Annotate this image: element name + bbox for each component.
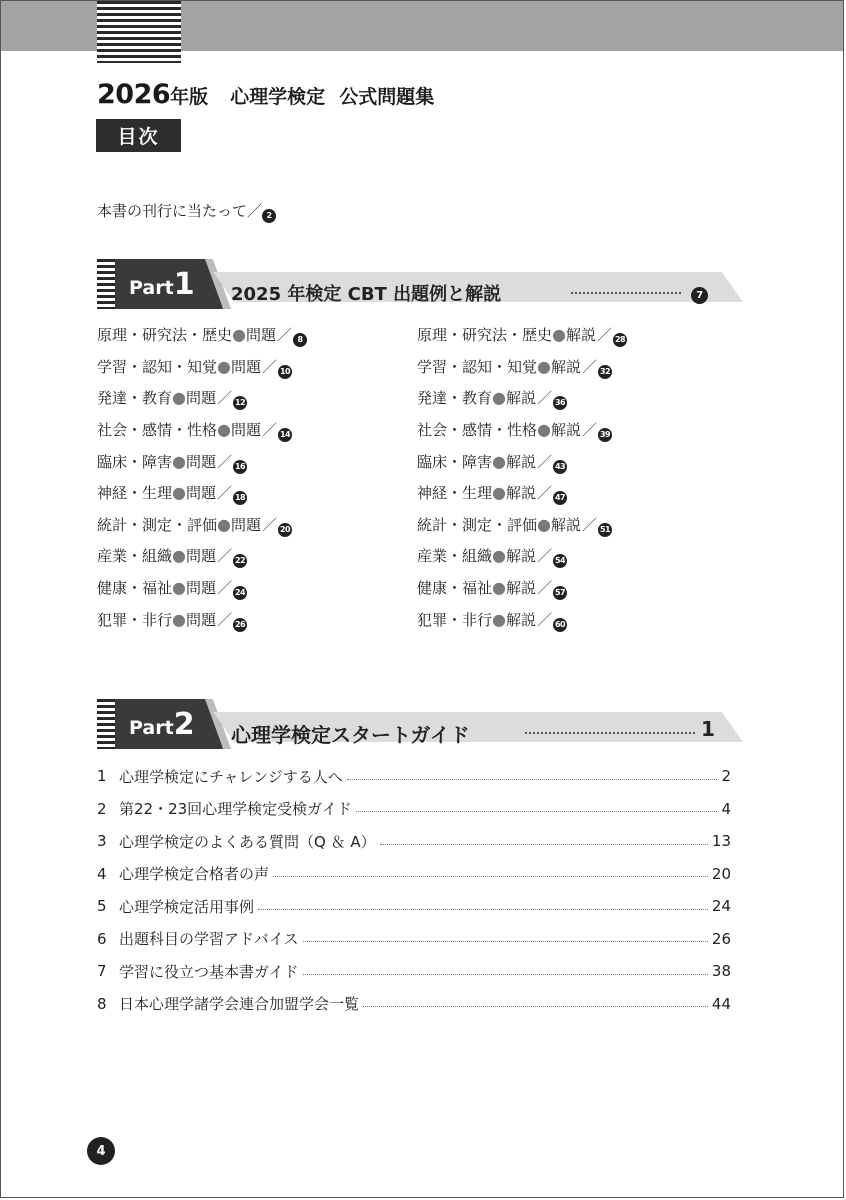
entry-subject: 学習・認知・知覚 [417, 357, 538, 376]
toc-entry-question[interactable] [97, 324, 417, 347]
toc-row [97, 573, 737, 605]
item-page: 24 [711, 897, 731, 916]
entry-subject: 社会・感情・性格 [417, 421, 538, 440]
entry-kind: 解説 [505, 610, 536, 629]
toc-entry-answer[interactable] [417, 545, 737, 568]
entry-subject: 神経・生理 [417, 484, 493, 503]
slash-separator: ／ [217, 610, 233, 629]
slash-separator: ／ [582, 357, 598, 376]
slash-separator: ／ [277, 326, 293, 345]
slash-separator: ／ [217, 547, 233, 566]
toc-list-item[interactable] [97, 793, 731, 826]
item-page: 2 [721, 767, 731, 786]
dot-leader [303, 974, 708, 975]
entry-page-badge: 16 [233, 460, 247, 474]
part1-leader [571, 292, 681, 294]
header-stripes [97, 1, 181, 63]
item-page: 44 [711, 994, 731, 1013]
item-title: 心理学検定にチャレンジする人へ [119, 767, 343, 786]
bullet-icon: ● [492, 451, 506, 471]
slash-separator: ／ [217, 579, 233, 598]
entry-subject: 発達・教育 [97, 389, 173, 408]
toc-entry-question[interactable] [97, 545, 417, 568]
toc-list-item[interactable] [97, 923, 731, 956]
entry-page-badge: 20 [278, 523, 292, 537]
entry-page-badge: 60 [553, 618, 567, 632]
toc-list-item[interactable] [97, 858, 731, 891]
toc-entry-answer[interactable] [417, 609, 737, 632]
slash-separator: ／ [537, 452, 553, 471]
entry-subject: 産業・組織 [97, 547, 173, 566]
entry-kind: 解説 [565, 326, 596, 345]
toc-list-item[interactable] [97, 760, 731, 793]
item-number: 1 [97, 767, 107, 786]
toc-entry-answer[interactable] [417, 356, 737, 379]
toc-list-item[interactable] [97, 988, 731, 1021]
dot-leader [363, 1006, 708, 1007]
item-page: 13 [711, 832, 731, 851]
entry-kind: 問題 [230, 421, 261, 440]
entry-page-badge: 14 [278, 428, 292, 442]
toc-row [97, 352, 737, 384]
entry-subject: 犯罪・非行 [417, 610, 493, 629]
item-title: 心理学検定合格者の声 [119, 865, 270, 884]
bullet-icon: ● [172, 609, 186, 629]
slash-separator: ／ [537, 610, 553, 629]
slash-separator: ／ [217, 389, 233, 408]
toc-row [97, 446, 737, 478]
title-year: 2026 [97, 79, 171, 110]
bullet-icon: ● [172, 483, 186, 503]
toc-row [97, 415, 737, 447]
entry-subject: 臨床・障害 [417, 452, 493, 471]
item-number: 2 [97, 799, 107, 818]
entry-kind: 問題 [185, 579, 216, 598]
entry-page-badge: 43 [553, 460, 567, 474]
item-number: 3 [97, 832, 107, 851]
slash-separator: ／ [217, 452, 233, 471]
slash-separator: ／ [217, 484, 233, 503]
part2-stripes [97, 699, 115, 749]
toc-entry-answer[interactable] [417, 387, 737, 410]
part2-leader [525, 732, 695, 734]
part2-number: 2 [173, 707, 195, 742]
slash-separator: ／ [537, 484, 553, 503]
intro-entry[interactable] [97, 200, 276, 223]
entry-page-badge: 18 [233, 491, 247, 505]
entry-subject: 犯罪・非行 [97, 610, 173, 629]
toc-row [97, 510, 737, 542]
entry-page-badge: 51 [598, 523, 612, 537]
item-number: 8 [97, 994, 107, 1013]
bullet-icon: ● [172, 388, 186, 408]
slash-separator: ／ [537, 389, 553, 408]
toc-entry-answer[interactable] [417, 451, 737, 474]
part1-entries [97, 320, 737, 636]
entry-kind: 解説 [505, 389, 536, 408]
toc-list-item[interactable] [97, 890, 731, 923]
entry-page-badge: 57 [553, 586, 567, 600]
item-title: 学習に役立つ基本書ガイド [119, 962, 299, 981]
part2-banner[interactable] [97, 699, 743, 749]
entry-subject: 学習・認知・知覚 [97, 357, 218, 376]
part1-number: 1 [173, 267, 195, 302]
toc-entry-question[interactable] [97, 451, 417, 474]
entry-subject: 社会・感情・性格 [97, 421, 218, 440]
item-title: 心理学検定のよくある質問（Q ＆ A） [119, 832, 376, 851]
toc-row [97, 320, 737, 352]
entry-kind: 問題 [185, 484, 216, 503]
entry-subject: 原理・研究法・歴史 [97, 326, 233, 345]
bullet-icon: ● [537, 420, 551, 440]
part2-word: Part [129, 717, 174, 739]
entry-page-badge: 10 [278, 365, 292, 379]
bullet-icon: ● [217, 514, 231, 534]
entry-kind: 問題 [185, 610, 216, 629]
bullet-icon: ● [172, 546, 186, 566]
entry-page-badge: 8 [293, 333, 307, 347]
bullet-icon: ● [217, 420, 231, 440]
part1-stripes [97, 259, 115, 309]
dot-leader [258, 909, 708, 910]
title-book: 心理学検定 [230, 86, 326, 108]
item-page: 20 [711, 864, 731, 883]
slash-separator: ／ [582, 421, 598, 440]
slash-separator: ／ [262, 515, 278, 534]
item-number: 7 [97, 962, 107, 981]
entry-kind: 問題 [185, 547, 216, 566]
entry-page-badge: 12 [233, 396, 247, 410]
item-number: 4 [97, 864, 107, 883]
bullet-icon: ● [492, 388, 506, 408]
toc-list-item[interactable] [97, 825, 731, 858]
bullet-icon: ● [232, 325, 246, 345]
dot-leader [273, 876, 708, 877]
entry-page-badge: 28 [613, 333, 627, 347]
entry-subject: 健康・福祉 [97, 579, 173, 598]
slash-separator: ／ [537, 579, 553, 598]
entry-page-badge: 26 [233, 618, 247, 632]
entry-subject: 神経・生理 [97, 484, 173, 503]
slash-separator: ／ [537, 547, 553, 566]
toc-row [97, 541, 737, 573]
page-number: 4 [87, 1137, 115, 1165]
toc-entry-answer[interactable] [417, 577, 737, 600]
entry-page-badge: 32 [598, 365, 612, 379]
entry-subject: 健康・福祉 [417, 579, 493, 598]
item-title: 出題科目の学習アドバイス [119, 930, 299, 949]
title-series: 公式問題集 [339, 86, 435, 108]
part1-banner[interactable] [97, 259, 743, 309]
item-page: 26 [711, 929, 731, 948]
entry-page-badge: 39 [598, 428, 612, 442]
entry-subject: 産業・組織 [417, 547, 493, 566]
part2-label [129, 707, 195, 742]
part1-title: 2025 年検定 CBT 出題例と解説 [231, 284, 502, 305]
title-edition: 年版 [170, 86, 209, 108]
bullet-icon: ● [217, 356, 231, 376]
toc-entry-question[interactable] [97, 387, 417, 410]
entry-subject: 統計・測定・評価 [97, 515, 218, 534]
toc-entry-answer[interactable] [417, 419, 737, 442]
item-title: 日本心理学諸学会連合加盟学会一覧 [119, 995, 360, 1014]
toc-entry-answer[interactable] [417, 482, 737, 505]
toc-row [97, 478, 737, 510]
entry-kind: 解説 [505, 579, 536, 598]
entry-kind: 問題 [185, 389, 216, 408]
entry-subject: 臨床・障害 [97, 452, 173, 471]
entry-kind: 問題 [245, 326, 276, 345]
entry-kind: 問題 [230, 357, 261, 376]
toc-row [97, 604, 737, 636]
slash-separator: ／ [582, 515, 598, 534]
slash-separator: ／ [262, 421, 278, 440]
entry-subject: 発達・教育 [417, 389, 493, 408]
entry-kind: 解説 [505, 452, 536, 471]
entry-page-badge: 22 [233, 554, 247, 568]
book-title [97, 79, 434, 110]
dot-leader [380, 844, 708, 845]
item-number: 5 [97, 897, 107, 916]
entry-subject: 原理・研究法・歴史 [417, 326, 553, 345]
bullet-icon: ● [172, 578, 186, 598]
entry-kind: 解説 [505, 484, 536, 503]
toc-entry-question[interactable] [97, 609, 417, 632]
toc-entry-question[interactable] [97, 356, 417, 379]
part1-word: Part [129, 277, 174, 299]
toc-entry-question[interactable] [97, 577, 417, 600]
dot-leader [347, 779, 718, 780]
slash-separator: ／ [597, 326, 613, 345]
bullet-icon: ● [492, 578, 506, 598]
part1-page [691, 281, 708, 304]
intro-text: 本書の刊行に当たって／ [97, 202, 263, 220]
toc-entry-question[interactable] [97, 482, 417, 505]
part1-page-badge: 7 [691, 287, 708, 304]
entry-kind: 解説 [550, 515, 581, 534]
toc-entry-answer[interactable] [417, 324, 737, 347]
slash-separator: ／ [262, 357, 278, 376]
entry-page-badge: 36 [553, 396, 567, 410]
toc-row [97, 383, 737, 415]
bullet-icon: ● [492, 483, 506, 503]
toc-entry-answer[interactable] [417, 514, 737, 537]
entry-page-badge: 54 [553, 554, 567, 568]
part2-title: 心理学検定スタートガイド [231, 723, 470, 747]
toc-entry-question[interactable] [97, 514, 417, 537]
entry-subject: 統計・測定・評価 [417, 515, 538, 534]
bullet-icon: ● [537, 356, 551, 376]
item-title: 心理学検定活用事例 [119, 897, 255, 916]
toc-label: 目次 [96, 119, 181, 152]
item-page: 4 [721, 799, 731, 818]
bullet-icon: ● [492, 546, 506, 566]
entry-kind: 解説 [505, 547, 536, 566]
toc-list-item[interactable] [97, 955, 731, 988]
item-number: 6 [97, 929, 107, 948]
entry-page-badge: 47 [553, 491, 567, 505]
bullet-icon: ● [552, 325, 566, 345]
item-title: 第22・23回心理学検定受検ガイド [119, 800, 352, 819]
part2-page: 1 [701, 717, 715, 741]
entry-page-badge: 24 [233, 586, 247, 600]
entry-kind: 解説 [550, 357, 581, 376]
dot-leader [356, 811, 718, 812]
toc-entry-question[interactable] [97, 419, 417, 442]
item-page: 38 [711, 962, 731, 981]
entry-kind: 問題 [185, 452, 216, 471]
intro-page-badge: 2 [262, 209, 276, 223]
part1-label [129, 267, 195, 302]
bullet-icon: ● [537, 514, 551, 534]
bullet-icon: ● [492, 609, 506, 629]
entry-kind: 問題 [230, 515, 261, 534]
part2-entries [97, 760, 731, 1020]
entry-kind: 解説 [550, 421, 581, 440]
dot-leader [303, 941, 708, 942]
bullet-icon: ● [172, 451, 186, 471]
